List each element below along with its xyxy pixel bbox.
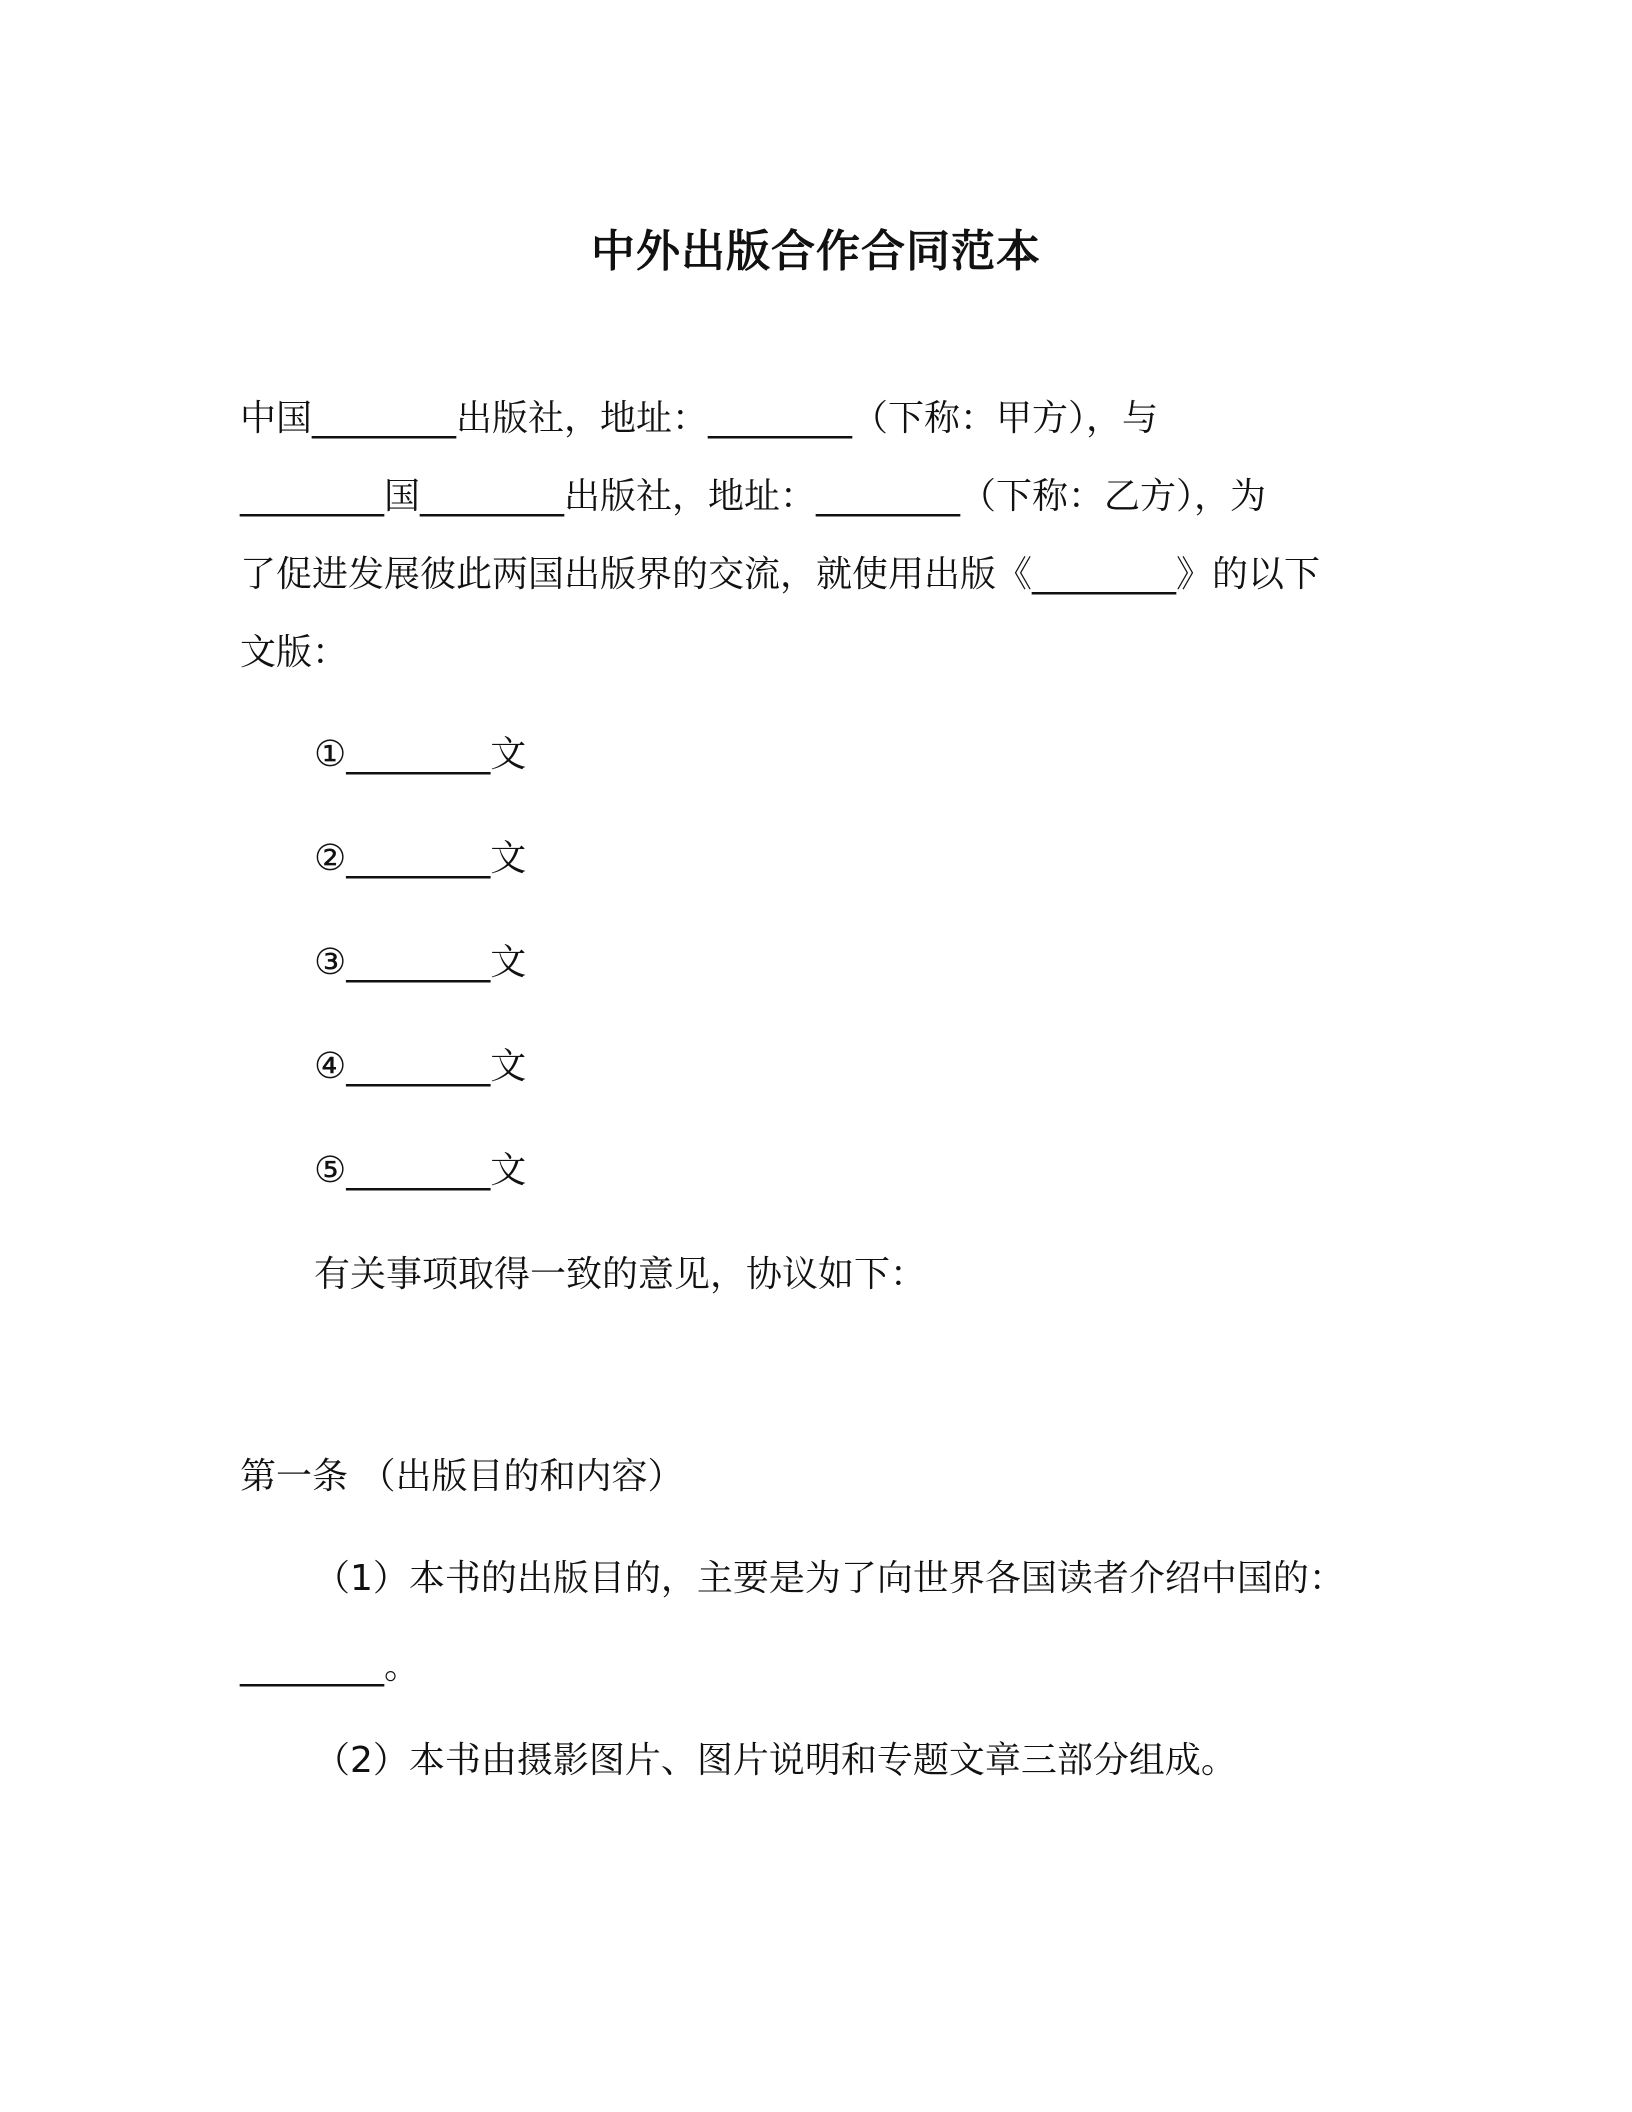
intro-line-1: 中国________出版社，地址：________（下称：甲方），与 (240, 398, 1159, 439)
article-1-clause-1-line-2: ________。 (240, 1646, 421, 1687)
intro-line-3: 了促进发展彼此两国出版界的交流，就使用出版《________》的以下 (240, 554, 1321, 595)
intro-line-2: ________国________出版社，地址：________（下称：乙方），为 (240, 476, 1267, 517)
language-item-3: ③________文 (314, 942, 527, 983)
intro-line-4: 文版： (240, 632, 349, 673)
language-item-5: ⑤________文 (314, 1150, 527, 1191)
language-item-2: ②________文 (314, 838, 527, 879)
article-1-clause-2: （2）本书由摄影图片、图片说明和专题文章三部分组成。 (314, 1740, 1237, 1781)
agreement-line: 有关事项取得一致的意见，协议如下： (314, 1254, 927, 1295)
language-item-1: ①________文 (314, 734, 527, 775)
document-title: 中外出版合作合同范本 (591, 226, 1041, 277)
article-1-heading: 第一条 （出版目的和内容） (240, 1456, 684, 1497)
article-1-clause-1-line-1: （1）本书的出版目的，主要是为了向世界各国读者介绍中国的： (314, 1558, 1345, 1599)
language-item-4: ④________文 (314, 1046, 527, 1087)
